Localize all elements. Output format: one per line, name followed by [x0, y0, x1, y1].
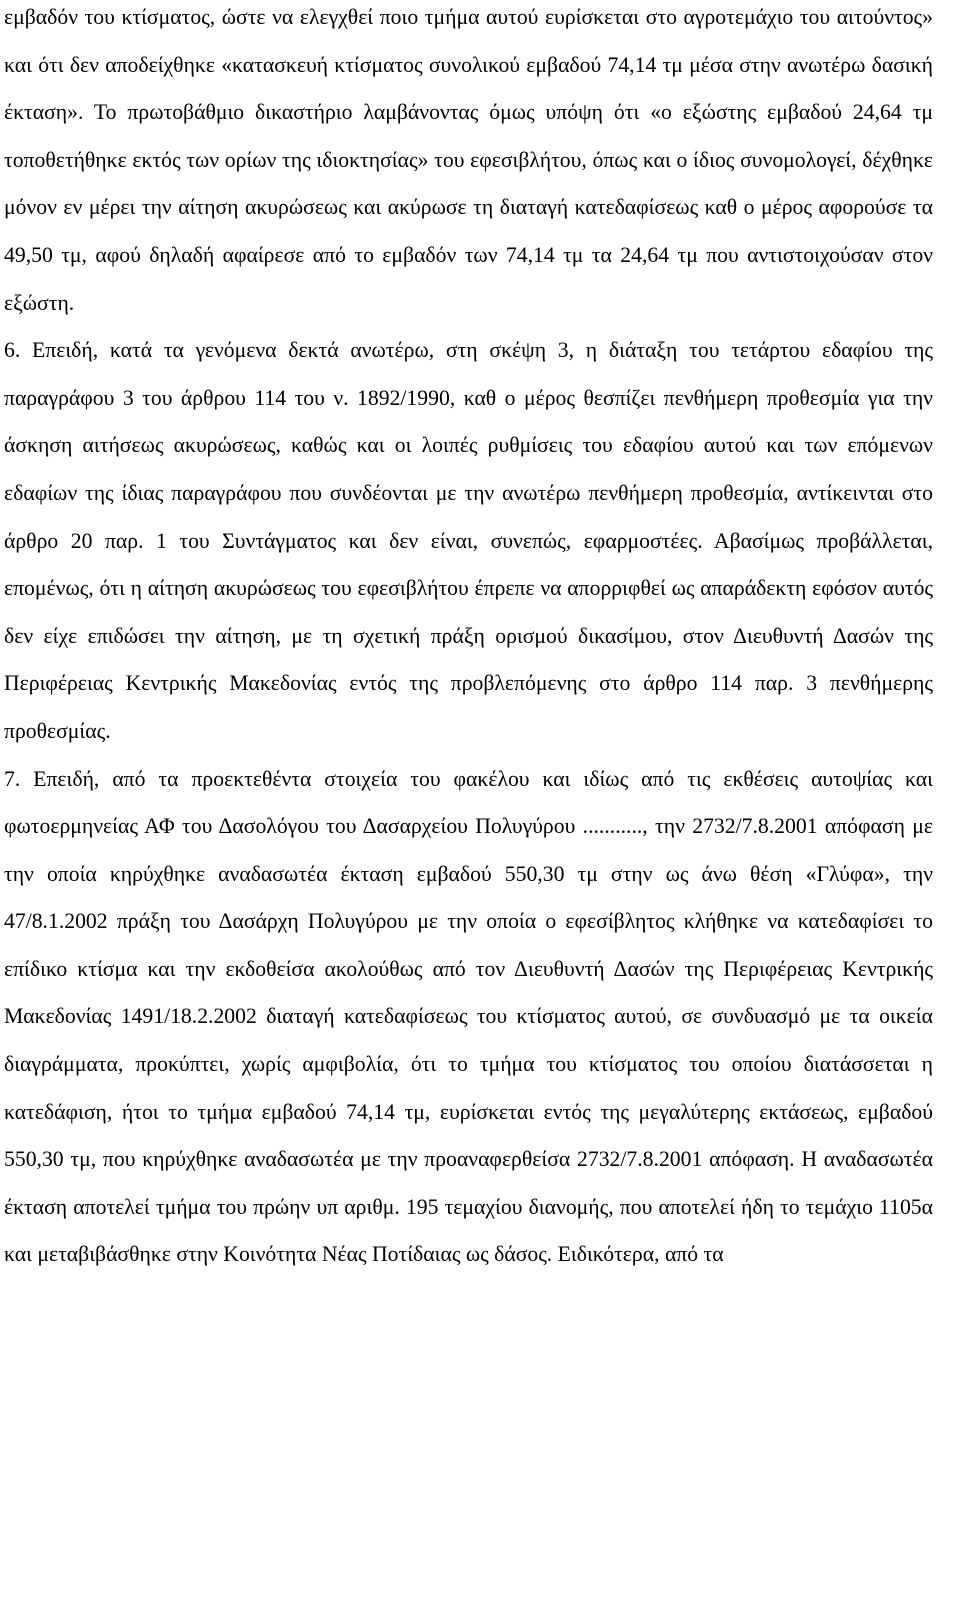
paragraph-6: 6. Επειδή, κατά τα γενόμενα δεκτά ανωτέρω, στη σκέψη 3, η διάταξη του τετάρτου εδαφίου της παραγράφου 3 του άρθρου 114 του ν. 1892/1990, καθ ο μέρος θεσπίζει πενθήμερη προθεσμία για την άσκηση αιτήσεως ακυρώσεως, καθώς και οι λοιπές ρυθμίσεις του εδαφίου αυτού και των επόμενων εδαφίων της ίδιας παραγράφου που συνδέονται με την ανωτέρω πενθήμερη προθεσμία, αντίκεινται στο άρθρο 20 παρ. 1 του Συντάγματος και δεν είναι, συνεπώς, εφαρμοστέες. Αβασίμως προβάλλεται, επομένως, ότι η αίτηση ακυρώσεως του εφεσιβλήτου έπρεπε να απορριφθεί ως απαράδεκτη εφόσον αυτός δεν είχε επιδώσει την αίτηση, με τη σχετική πράξη ορισμού δικασίμου, στον Διευθυντή Δασών της Περιφέρειας Κεντρικής Μακεδονίας εντός της προβλεπόμενης στο άρθρο 114 παρ. 3 πενθήμερης προθεσμίας.	[4, 338, 933, 743]
paragraph-7: 7. Επειδή, από τα προεκτεθέντα στοιχεία του φακέλου και ιδίως από τις εκθέσεις αυτοψίας και φωτοερμηνείας ΑΦ του Δασολόγου του Δασαρχείου Πολυγύρου ..........., την 2732/7.8.2001 απόφαση με την οποία κηρύχθηκε αναδασωτέα έκταση εμβαδού 550,30 τμ στην ως άνω θέση «Γλύφα», την 47/8.1.2002 πράξη του Δασάρχη Πολυγύρου με την οποία ο εφεσίβλητος κλήθηκε να κατεδαφίσει το επίδικο κτίσμα και την εκδοθείσα ακολούθως από τον Διευθυντή Δασών της Περιφέρειας Κεντρικής Μακεδονίας 1491/18.2.2002 διαταγή κατεδαφίσεως του κτίσματος αυτού, σε συνδυασμό με τα οικεία διαγράμματα, προκύπτει, χωρίς αμφιβολία, ότι το τμήμα του κτίσματος του οποίου διατάσσεται η κατεδάφιση, ήτοι το τμήμα εμβαδού 74,14 τμ, ευρίσκεται εντός της μεγαλύτερης εκτάσεως, εμβαδού 550,30 τμ, που κηρύχθηκε αναδασωτέα με την προαναφερθείσα 2732/7.8.2001 απόφαση. Η αναδασωτέα έκταση αποτελεί τμήμα του πρώην υπ αριθμ. 195 τεμαχίου διανομής, που αποτελεί ήδη το τεμάχιο 1105α και μεταβιβάσθηκε στην Κοινότητα Νέας Ποτίδαιας ως δάσος. Ειδικότερα, από τα	[4, 766, 933, 1267]
document-page	[4, 0, 933, 1279]
paragraph-continuation: εμβαδόν του κτίσματος, ώστε να ελεγχθεί ποιο τμήμα αυτού ευρίσκεται στο αγροτεμάχιο του αιτούντος» και ότι δεν αποδείχθηκε «κατασκευή κτίσματος συνολικού εμβαδού 74,14 τμ μέσα στην ανωτέρω δασική έκταση». Το πρωτοβάθμιο δικαστήριο λαμβάνοντας όμως υπόψη ότι «ο εξώστης εμβαδού 24,64 τμ τοποθετήθηκε εκτός των ορίων της ιδιοκτησίας» του εφεσιβλήτου, όπως και ο ίδιος συνομολογεί, δέχθηκε μόνον εν μέρει την αίτηση ακυρώσεως και ακύρωσε τη διαταγή κατεδαφίσεως καθ ο μέρος αφορούσε τα 49,50 τμ, αφού δηλαδή αφαίρεσε από το εμβαδόν των 74,14 τμ τα 24,64 τμ που αντιστοιχούσαν στον εξώστη.	[4, 5, 933, 315]
